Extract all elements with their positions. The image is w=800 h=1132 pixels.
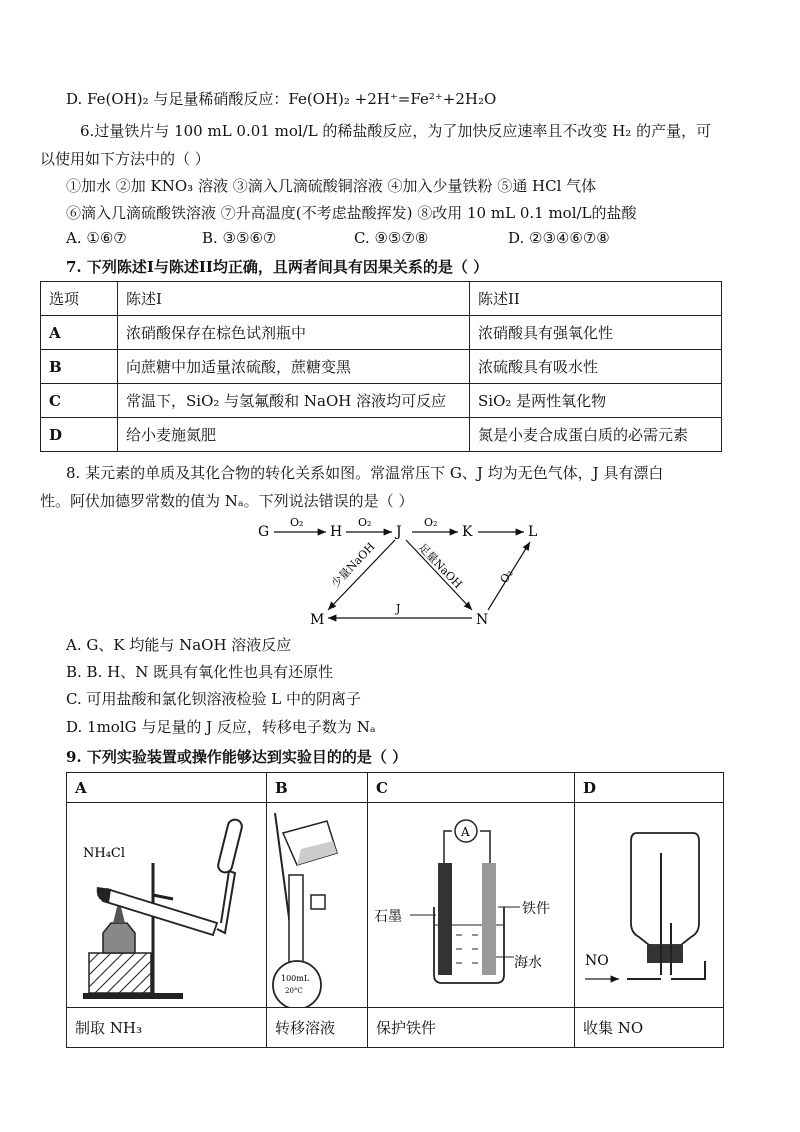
- table-cell: A: [41, 316, 118, 350]
- q8-stem-line1: 8. 某元素的单质及其化合物的转化关系如图。常温常压下 G、J 均为无色气体，J 具有漂白: [66, 464, 664, 482]
- q8-option-d: D. 1molG 与足量的 J 反应，转移电子数为 Nₐ: [66, 718, 376, 736]
- node-m: M: [310, 612, 325, 628]
- table-cell: 给小麦施氮肥: [118, 418, 470, 452]
- q7-table: [40, 281, 722, 452]
- node-l: L: [528, 524, 538, 540]
- table-cell: 浓硝酸保存在棕色试剂瓶中: [118, 316, 470, 350]
- q9-table: [66, 772, 724, 1048]
- apparatus-gas-collection: [575, 803, 723, 1007]
- table-row: [41, 350, 722, 384]
- edge-label-excess-naoh: 足量NaOH: [415, 541, 465, 591]
- ammeter-icon: A: [461, 825, 470, 839]
- caption-cell: 转移溶液: [267, 1008, 368, 1048]
- table-cell: 向蔗糖中加适量浓硫酸，蔗糖变黑: [118, 350, 470, 384]
- flask-volume-label: 100mL: [281, 974, 310, 983]
- table-cell: SiO₂ 是两性氧化物: [470, 384, 722, 418]
- node-h: H: [330, 524, 343, 540]
- table-cell: 常温下，SiO₂ 与氢氟酸和 NaOH 溶液均可反应: [118, 384, 470, 418]
- figure-cell-d: [575, 803, 724, 1008]
- caption-cell: 收集 NO: [575, 1008, 724, 1048]
- table-header-cell: D: [575, 773, 724, 803]
- table-row: [41, 316, 722, 350]
- q6-choices-line1: ①加水 ②加 KNO₃ 溶液 ③滴入几滴硫酸铜溶液 ④加入少量铁粉 ⑤通 HCl 气体: [66, 177, 597, 195]
- node-g: G: [258, 524, 270, 540]
- nh4cl-label: NH₄Cl: [83, 846, 126, 861]
- caption-cell: 保护铁件: [368, 1008, 575, 1048]
- apparatus-electrochem-protection: [368, 803, 574, 1007]
- q8-option-b: B. B. H、N 既具有氧化性也具有还原性: [66, 663, 334, 681]
- caption-cell: 制取 NH₃: [67, 1008, 267, 1048]
- table-cell: D: [41, 418, 118, 452]
- q6-option-d: D. ②③④⑥⑦⑧: [508, 229, 610, 247]
- table-row: [41, 384, 722, 418]
- q6-choices-line2: ⑥滴入几滴硫酸铁溶液 ⑦升高温度(不考虑盐酸挥发) ⑧改用 10 mL 0.1 mol/L的盐酸: [66, 204, 637, 222]
- node-k: K: [462, 524, 473, 540]
- table-header-cell: A: [67, 773, 267, 803]
- prev-option-d: D. Fe(OH)₂ 与足量稀硝酸反应：Fe(OH)₂ +2H⁺=Fe²⁺+2H₂O: [66, 90, 497, 108]
- figure-cell-b: [267, 803, 368, 1008]
- q8-option-a: A. G、K 均能与 NaOH 溶液反应: [66, 636, 292, 654]
- flask-temp-label: 20°C: [285, 987, 303, 995]
- table-cell: B: [41, 350, 118, 384]
- table-row: [67, 1008, 724, 1048]
- q8-transformation-diagram: [250, 512, 560, 632]
- node-n: N: [476, 612, 489, 628]
- edge-label-j: J: [396, 602, 401, 615]
- table-header-cell: 陈述I: [118, 282, 470, 316]
- table-cell: C: [41, 384, 118, 418]
- edge-label-o2: O₂: [290, 516, 304, 529]
- table-cell: 浓硝酸具有强氧化性: [470, 316, 722, 350]
- table-header-cell: C: [368, 773, 575, 803]
- q6-option-b: B. ③⑤⑥⑦: [202, 229, 277, 247]
- apparatus-heat-nh4cl: [67, 803, 266, 1007]
- q6-option-a: A. ①⑥⑦: [66, 229, 127, 247]
- q8-option-c: C. 可用盐酸和氯化钡溶液检验 L 中的阴离子: [66, 690, 361, 708]
- table-header-cell: B: [267, 773, 368, 803]
- q6-stem-line2: 以使用如下方法中的（ ）: [40, 150, 210, 168]
- table-row: [41, 418, 722, 452]
- arrow-j-n: [406, 540, 472, 610]
- figure-cell-a: [67, 803, 267, 1008]
- iron-label: 铁件: [522, 901, 550, 917]
- edge-label-o2: O₂: [497, 567, 516, 586]
- q6-option-c: C. ⑨⑤⑦⑧: [354, 229, 429, 247]
- table-header-cell: 选项: [41, 282, 118, 316]
- no-gas-label: NO: [585, 953, 609, 969]
- apparatus-volumetric-flask: [267, 803, 367, 1007]
- edge-label-o2: O₂: [424, 516, 438, 529]
- table-header-cell: 陈述II: [470, 282, 722, 316]
- q6-stem-line1: 6.过量铁片与 100 mL 0.01 mol/L 的稀盐酸反应，为了加快反应速率且不改变 H₂ 的产量，可: [80, 122, 712, 140]
- edge-label-o2: O₂: [358, 516, 372, 529]
- q8-stem-line2: 性。阿伏加德罗常数的值为 Nₐ。下列说法错误的是（ ）: [40, 492, 414, 510]
- graphite-label: 石墨: [374, 909, 402, 925]
- table-cell: 氮是小麦合成蛋白质的必需元素: [470, 418, 722, 452]
- table-row: [67, 773, 724, 803]
- q7-stem: 7. 下列陈述I与陈述II均正确，且两者间具有因果关系的是（ ）: [66, 258, 489, 276]
- figure-cell-c: [368, 803, 575, 1008]
- node-j: J: [396, 524, 402, 540]
- table-row: [67, 803, 724, 1008]
- edge-label-little-naoh: 少量NaOH: [328, 540, 378, 591]
- table-cell: 浓硫酸具有吸水性: [470, 350, 722, 384]
- seawater-label: 海水: [514, 955, 542, 971]
- q9-stem: 9. 下列实验装置或操作能够达到实验目的的是（ ）: [66, 748, 408, 766]
- table-row: [41, 282, 722, 316]
